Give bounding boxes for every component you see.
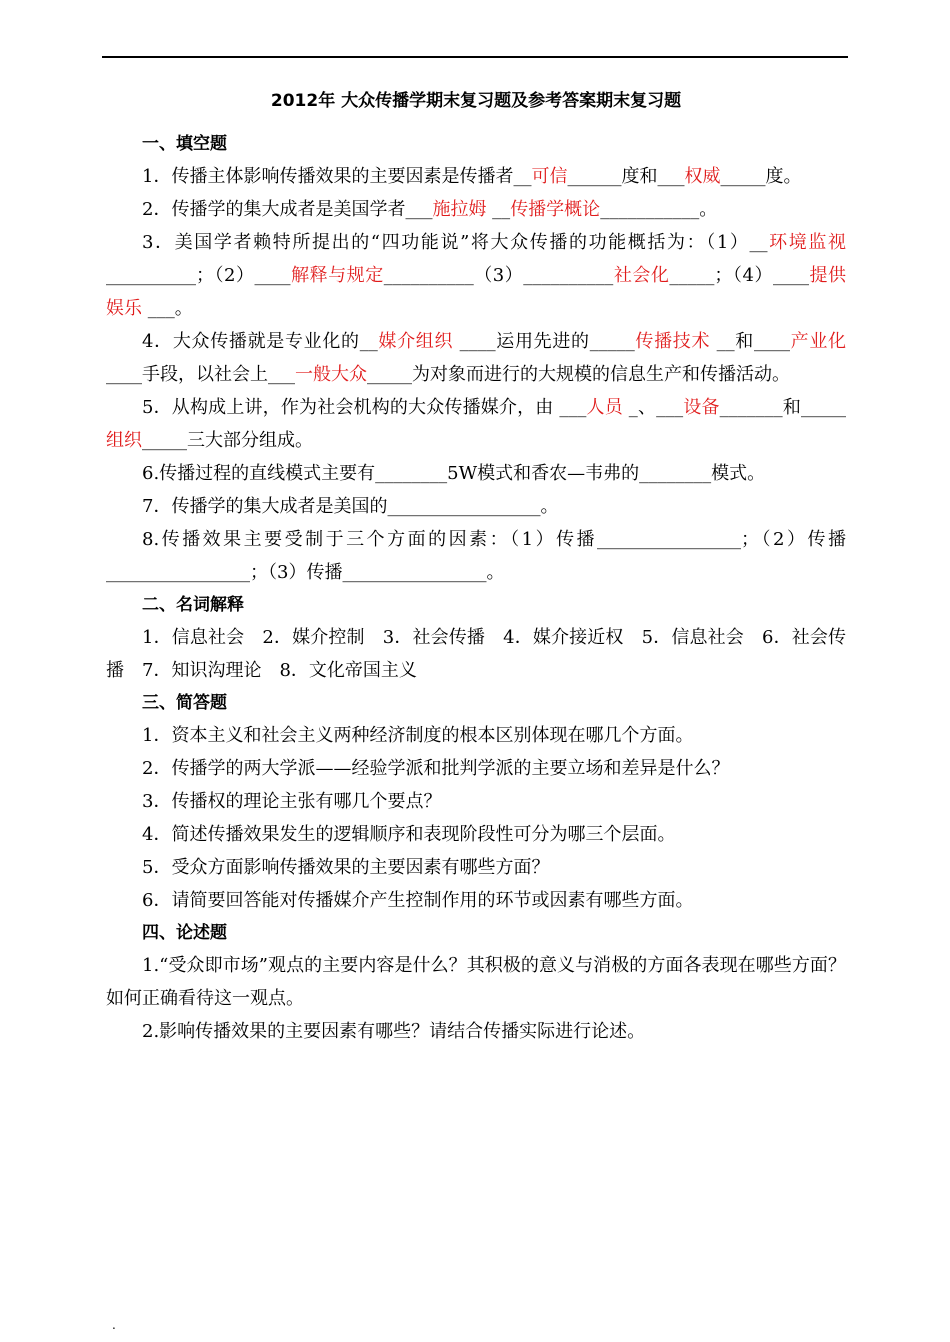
question-3: 3．美国学者赖特所提出的“四功能说”将大众传播的功能概括为：（1）__环境监视 __________；（2）____解释与规定__________（3）__________社会化_____；（4）____提供娱乐 ___。 <box>106 232 847 319</box>
essay-question-2: 2.影响传播效果的主要因素有哪些？请结合传播实际进行论述。 <box>142 1021 646 1042</box>
question-5: 5．从构成上讲，作为社会机构的大众传播媒介，由 ___人员 _、___设备_______和_____组织_____三大部分组成。 <box>106 397 847 451</box>
answer-3b: 解释与规定 <box>290 265 384 286</box>
question-6: 6.传播过程的直线模式主要有________5W模式和香农—韦弗的________模式。 <box>142 463 766 484</box>
question-7: 7．传播学的集大成者是美国的_________________。 <box>142 496 559 517</box>
document-body <box>106 86 846 1048</box>
short-question-6: 6．请简要回答能对传播媒介产生控制作用的环节或因素有哪些方面。 <box>142 890 694 911</box>
answer-3a: 环境监视 <box>767 232 846 253</box>
section-essay: 四、论述题 <box>142 923 227 943</box>
answer-5a: 人员 <box>586 397 623 418</box>
section-short-answer: 三、简答题 <box>142 693 227 713</box>
answer-4d: 一般大众 <box>295 364 367 385</box>
section-terms: 二、名词解释 <box>142 595 244 615</box>
short-question-5: 5．受众方面影响传播效果的主要因素有哪些方面？ <box>142 857 550 878</box>
answer-2a: 施拉姆 <box>432 199 487 220</box>
question-1: 1．传播主体影响传播效果的主要因素是传播者__可信______度和___权威_____度。 <box>142 166 802 187</box>
footer-dot: . <box>112 1318 116 1332</box>
answer-4c: 产业化 <box>789 331 847 352</box>
answer-3d: 提供娱乐 <box>106 265 847 319</box>
question-8: 8.传播效果主要受制于三个方面的因素：（1）传播________________；（2）传播________________；（3）传播________________。 <box>106 529 846 583</box>
answer-3c: 社会化 <box>613 265 670 286</box>
answer-4a: 媒介组织 <box>377 331 454 352</box>
short-question-4: 4．简述传播效果发生的逻辑顺序和表现阶段性可分为哪三个层面。 <box>142 824 676 845</box>
answer-4b: 传播技术 <box>634 331 711 352</box>
answer-1a: 可信 <box>531 166 568 187</box>
header-rule <box>102 56 848 58</box>
short-question-1: 1．资本主义和社会主义两种经济制度的根本区别体现在哪几个方面。 <box>142 725 694 746</box>
answer-2b: 传播学概论 <box>510 199 601 220</box>
answer-5b: 设备 <box>683 397 720 418</box>
short-question-2: 2．传播学的两大学派——经验学派和批判学派的主要立场和差异是什么？ <box>142 758 730 779</box>
terms-list: 1．信息社会 2．媒介控制 3．社会传播 4．媒介接近权 5．信息社会 6．社会传播 7．知识沟理论 8．文化帝国主义 <box>106 627 846 681</box>
section-fill-blank: 一、填空题 <box>142 134 227 154</box>
answer-5c: 组织 <box>106 430 142 451</box>
answer-1b: 权威 <box>684 166 721 187</box>
essay-question-1: 1.“受众即市场”观点的主要内容是什么？其积极的意义与消极的方面各表现在哪些方面？如何正确看待这一观点。 <box>106 955 846 1009</box>
page-title: 2012年 大众传播学期末复习题及参考答案期末复习题 <box>270 91 682 111</box>
question-4: 4．大众传播就是专业化的__媒介组织 ____运用先进的_____传播技术 __和____产业化____手段，以社会上___一般大众_____为对象而进行的大规模的信息生产和传播活动。 <box>106 331 847 385</box>
question-2: 2．传播学的集大成者是美国学者___施拉姆 __传播学概论___________。 <box>142 199 718 220</box>
short-question-3: 3．传播权的理论主张有哪几个要点？ <box>142 791 442 812</box>
